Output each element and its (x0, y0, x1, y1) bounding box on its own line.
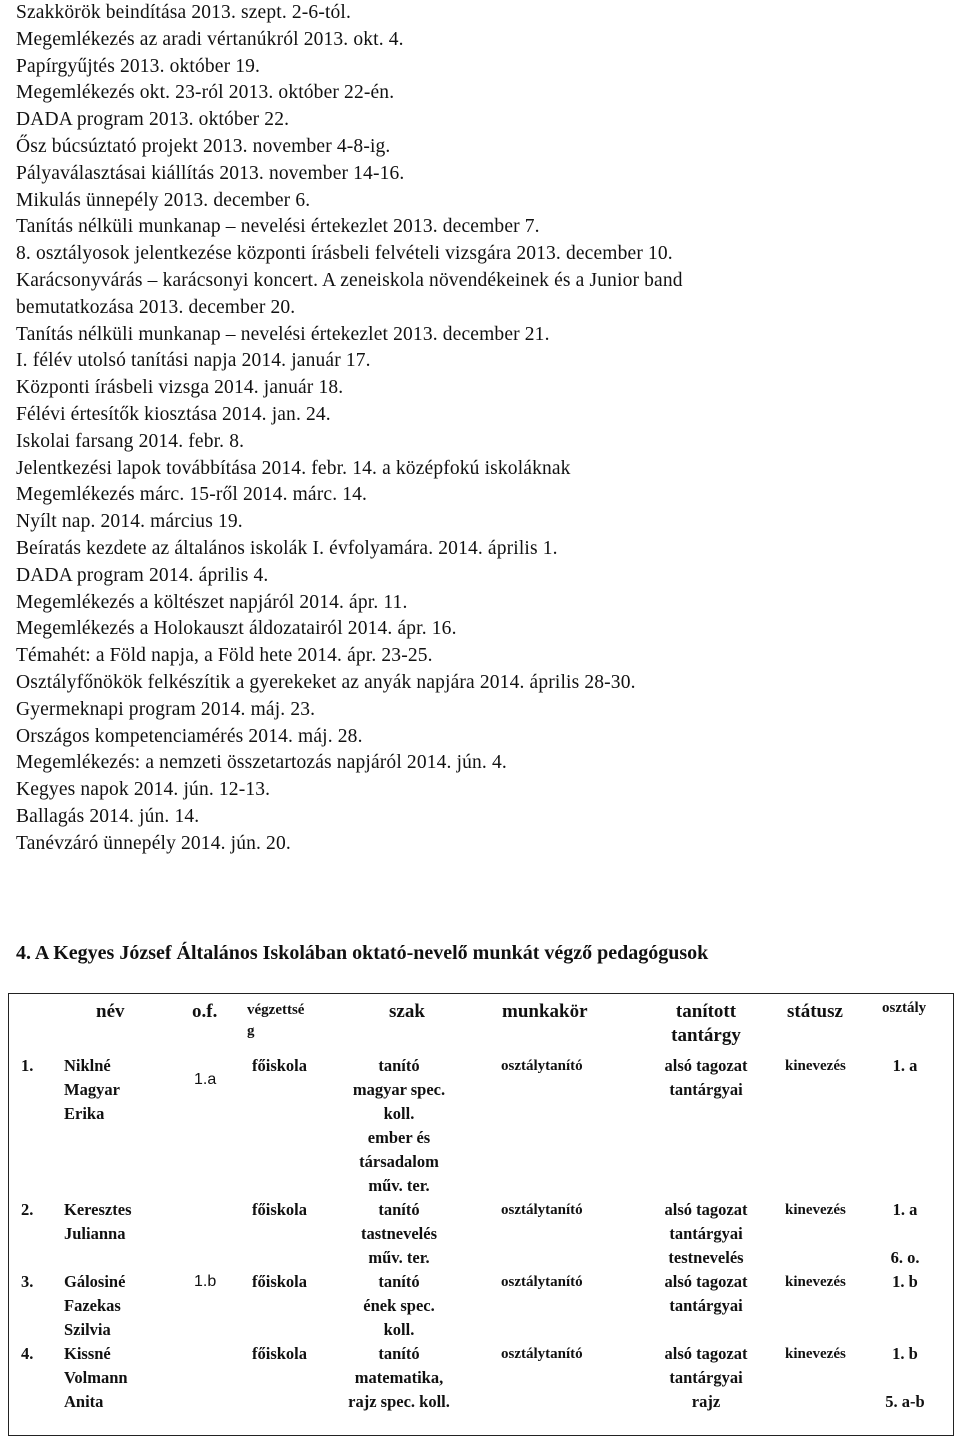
event-line: Félévi értesítők kiosztása 2014. jan. 24. (16, 403, 331, 425)
header-subject (641, 1000, 771, 1048)
taught-subject (641, 1054, 771, 1102)
class-assignment-line: 1. a (892, 1056, 918, 1075)
event-line: DADA program 2014. április 4. (16, 564, 269, 586)
taught-subject-line: tantárgyai (669, 1296, 743, 1315)
header-status: státusz (787, 1001, 843, 1022)
major-line: műv. ter. (368, 1176, 430, 1195)
header-subject-line: tantárgy (671, 1025, 741, 1046)
header-education (247, 1000, 304, 1042)
class-assignment-line: 5. a-b (885, 1392, 925, 1411)
teacher-name-line: Magyar (64, 1080, 120, 1099)
event-line: Ballagás 2014. jún. 14. (16, 805, 200, 827)
class-assignment (875, 1342, 935, 1414)
teacher-name-line: Fazekas (64, 1296, 121, 1315)
major (339, 1270, 459, 1342)
class-assignment (875, 1198, 935, 1270)
event-line: Gyermeknapi program 2014. máj. 23. (16, 698, 316, 720)
event-line: Megemlékezés a Holokauszt áldozatairól 2014. ápr. 16. (16, 618, 457, 640)
taught-subject-line: tantárgyai (669, 1368, 743, 1387)
teacher-name (64, 1198, 132, 1246)
class-assignment (875, 1054, 935, 1078)
class-assignment-line (875, 1222, 935, 1246)
event-line: I. félév utolsó tanítási napja 2014. január 17. (16, 350, 371, 372)
event-line: Nyílt nap. 2014. március 19. (16, 511, 243, 533)
major-line: tanító (378, 1200, 420, 1219)
major-line: tanító (378, 1272, 420, 1291)
event-line: Megemlékezés a költészet napjáról 2014. ápr. 11. (16, 591, 408, 613)
taught-subject (641, 1198, 771, 1270)
event-line: Ősz búcsúztató projekt 2013. november 4-8-ig. (16, 135, 391, 157)
major-line: koll. (383, 1104, 415, 1123)
header-of: o.f. (192, 1001, 218, 1022)
education: főiskola (252, 1344, 308, 1363)
event-line: Tanítás nélküli munkanap – nevelési értekezlet 2013. december 21. (16, 323, 550, 345)
major-line: tanító (378, 1056, 420, 1075)
major (339, 1054, 459, 1198)
class-teacher-of: 1.a (194, 1071, 217, 1088)
event-line: Tanítás nélküli munkanap – nevelési értekezlet 2013. december 7. (16, 216, 540, 238)
row-number: 2. (21, 1200, 34, 1219)
event-line: bemutatkozása 2013. december 20. (16, 296, 296, 318)
taught-subject-line: alsó tagozat (664, 1272, 748, 1291)
row-number: 1. (21, 1056, 34, 1075)
section-heading: 4. A Kegyes József Általános Iskolában oktató-nevelő munkát végző pedagógusok (16, 942, 709, 964)
header-name: név (96, 1001, 125, 1022)
taught-subject-line: tantárgyai (669, 1224, 743, 1243)
education: főiskola (252, 1272, 308, 1291)
taught-subject-line: tantárgyai (669, 1080, 743, 1099)
row-number: 3. (21, 1272, 34, 1291)
teacher-name (64, 1270, 125, 1342)
employment-status: kinevezés (785, 1202, 846, 1218)
header-major: szak (389, 1001, 425, 1022)
taught-subject (641, 1342, 771, 1414)
major-line: magyar spec. (352, 1080, 446, 1099)
event-line: Megemlékezés: a nemzeti összetartozás napjáról 2014. jún. 4. (16, 752, 507, 774)
class-assignment-line (875, 1366, 935, 1390)
teacher-name-line: Julianna (64, 1224, 126, 1243)
major (339, 1198, 459, 1270)
major-line: tanító (378, 1344, 420, 1363)
event-line: Pályaválasztásai kiállítás 2013. november 14-16. (16, 162, 405, 184)
job-role: osztálytanító (501, 1202, 583, 1218)
major (339, 1342, 459, 1414)
row-number: 4. (21, 1344, 34, 1363)
major-line: ének spec. (363, 1296, 435, 1315)
event-list (16, 0, 946, 858)
event-line: DADA program 2013. október 22. (16, 109, 290, 131)
event-line: Karácsonyvárás – karácsonyi koncert. A zeneiskola növendékeinek és a Junior band (16, 269, 683, 291)
header-education-line: végzettsé (247, 1002, 305, 1018)
major-line: ember és (367, 1128, 431, 1147)
event-line: Szakkörök beindítása 2013. szept. 2-6-tól. (16, 2, 352, 23)
teacher-name-line: Kissné (64, 1344, 111, 1363)
teacher-name-line: Erika (64, 1104, 105, 1123)
teacher-name-line: Keresztes (64, 1200, 132, 1219)
major-line: matematika, (354, 1368, 444, 1387)
event-line: Országos kompetenciamérés 2014. máj. 28. (16, 725, 363, 747)
teacher-name-line: Szilvia (64, 1320, 111, 1339)
event-line: Beíratás kezdete az általános iskolák I. évfolyamára. 2014. április 1. (16, 537, 558, 559)
event-line: Osztályfőnökök felkészítik a gyerekeket az anyák napjára 2014. április 28-30. (16, 671, 636, 693)
taught-subject-line: testnevelés (668, 1248, 744, 1267)
event-line: Tanévzáró ünnepély 2014. jún. 20. (16, 832, 291, 854)
class-assignment-line: 1. b (892, 1344, 918, 1363)
major-line: rajz spec. koll. (348, 1392, 450, 1411)
major-line: tastnevelés (360, 1224, 438, 1243)
event-line: Megemlékezés márc. 15-ről 2014. márc. 14. (16, 484, 368, 506)
class-assignment (875, 1270, 935, 1294)
staff-table (8, 993, 954, 1436)
education: főiskola (252, 1056, 308, 1075)
employment-status: kinevezés (785, 1346, 846, 1362)
class-assignment-line: 1. a (892, 1200, 918, 1219)
header-subject-line: tanított (675, 1001, 737, 1022)
event-line: 8. osztályosok jelentkezése központi írásbeli felvételi vizsgára 2013. december 10. (16, 243, 673, 265)
taught-subject-line: rajz (691, 1392, 721, 1411)
taught-subject-line: alsó tagozat (664, 1200, 748, 1219)
taught-subject-line: alsó tagozat (664, 1344, 748, 1363)
teacher-name-line: Volmann (64, 1368, 128, 1387)
employment-status: kinevezés (785, 1058, 846, 1074)
teacher-name (64, 1342, 128, 1414)
major-line: koll. (383, 1320, 415, 1339)
event-line: Jelentkezési lapok továbbítása 2014. febr. 14. a középfokú iskoláknak (16, 457, 571, 479)
job-role: osztálytanító (501, 1058, 583, 1074)
class-assignment-line: 1. b (892, 1272, 918, 1291)
teacher-name (64, 1054, 120, 1126)
event-line: Megemlékezés az aradi vértanúkról 2013. okt. 4. (16, 28, 404, 50)
event-line: Témahét: a Föld napja, a Föld hete 2014. ápr. 23-25. (16, 645, 433, 667)
major-line: társadalom (359, 1152, 439, 1171)
major-line: műv. ter. (368, 1248, 430, 1267)
taught-subject-line: alsó tagozat (664, 1056, 748, 1075)
class-teacher-of: 1.b (194, 1273, 217, 1290)
event-line: Megemlékezés okt. 23-ról 2013. október 22-én. (16, 82, 395, 104)
teacher-name-line: Niklné (64, 1056, 111, 1075)
taught-subject (641, 1270, 771, 1318)
education: főiskola (252, 1200, 308, 1219)
event-line: Kegyes napok 2014. jún. 12-13. (16, 779, 271, 801)
event-line: Papírgyűjtés 2013. október 19. (16, 55, 261, 77)
teacher-name-line: Anita (64, 1392, 104, 1411)
header-role: munkakör (502, 1001, 588, 1022)
event-line: Központi írásbeli vizsga 2014. január 18. (16, 377, 344, 399)
header-education-line: g (247, 1023, 255, 1039)
job-role: osztálytanító (501, 1346, 583, 1362)
teacher-name-line: Gálosiné (64, 1272, 126, 1291)
employment-status: kinevezés (785, 1274, 846, 1290)
class-assignment-line: 6. o. (890, 1248, 920, 1267)
header-class: osztály (882, 1000, 927, 1016)
job-role: osztálytanító (501, 1274, 583, 1290)
event-line: Iskolai farsang 2014. febr. 8. (16, 430, 245, 452)
event-line: Mikulás ünnepély 2013. december 6. (16, 189, 311, 211)
